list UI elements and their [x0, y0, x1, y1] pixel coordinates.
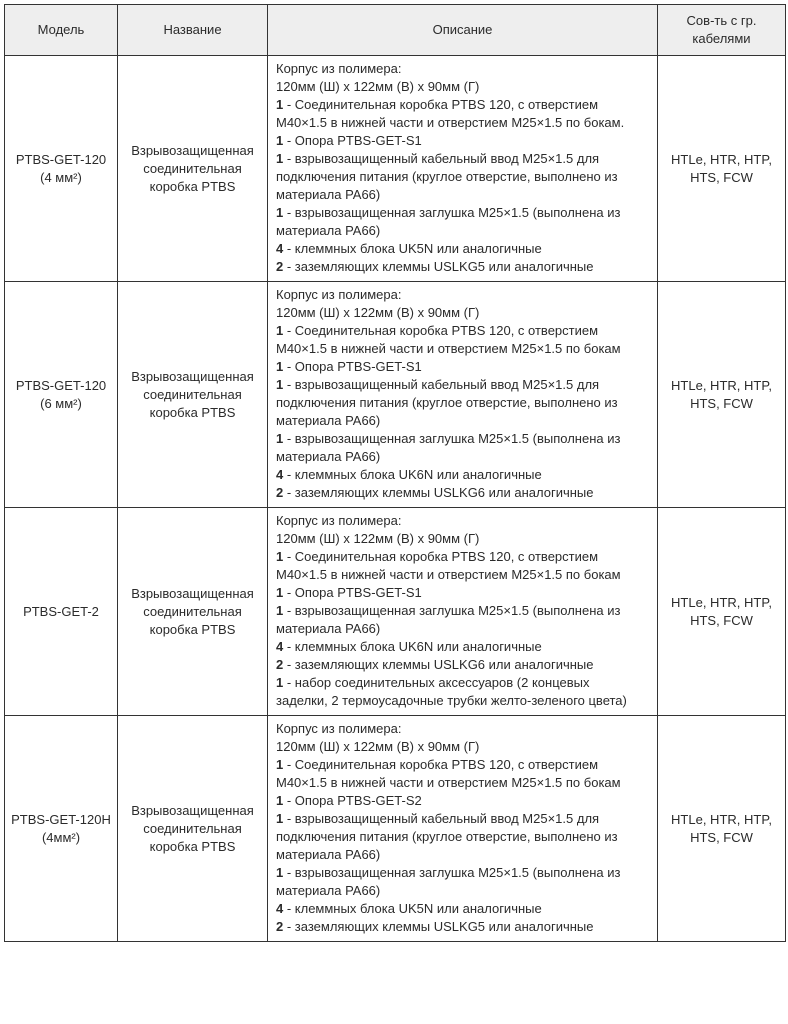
item-quantity: 1 — [276, 549, 284, 564]
item-text: - заземляющих клеммы USLKG6 или аналогичные — [283, 657, 594, 672]
description-line — [276, 322, 651, 340]
product-table — [4, 4, 786, 942]
model-code: PTBS-GET-120 — [15, 377, 107, 393]
item-text: Корпус из полимера: — [276, 513, 402, 528]
item-text: Корпус из полимера: — [276, 61, 402, 76]
item-text: M40×1.5 в нижней части и отверстием M25×1.5 по бокам. — [276, 115, 625, 130]
description-line — [276, 756, 651, 774]
item-text: - клеммных блока UK5N или аналогичные — [283, 241, 542, 256]
description-line — [276, 340, 651, 358]
item-quantity: 1 — [276, 675, 284, 690]
description-line — [276, 882, 651, 900]
description-cell — [268, 508, 658, 716]
item-text: - Соединительная коробка PTBS 120, с отверстием — [283, 757, 599, 772]
description-line — [276, 738, 651, 756]
item-quantity: 4 — [276, 639, 284, 654]
model-cell — [5, 716, 118, 942]
description-line — [276, 692, 651, 710]
item-text: материала PA66) — [276, 883, 381, 898]
item-quantity: 4 — [276, 467, 284, 482]
description-line — [276, 286, 651, 304]
table-row — [5, 56, 786, 282]
header-model: Модель — [5, 5, 118, 56]
header-description: Описание — [268, 5, 658, 56]
description-cell — [268, 716, 658, 942]
description-cell — [268, 282, 658, 508]
item-text: материала PA66) — [276, 223, 381, 238]
item-quantity: 1 — [276, 133, 284, 148]
description-line — [276, 448, 651, 466]
item-text: заделки, 2 термоусадочные трубки желто-зеленого цвета) — [276, 693, 627, 708]
item-text: - взрывозащищенная заглушка M25×1.5 (выполнена из — [283, 205, 621, 220]
compatibility-cell: HTLe, HTR, HTP, HTS, FCW — [658, 282, 786, 508]
product-name-cell: Взрывозащищенная соединительная коробка PTBS — [118, 508, 268, 716]
item-text: подключения питания (круглое отверстие, выполнено из — [276, 829, 618, 844]
description-line — [276, 720, 651, 738]
item-text: - клеммных блока UK6N или аналогичные — [283, 467, 542, 482]
description-line — [276, 258, 651, 276]
item-quantity: 2 — [276, 485, 284, 500]
item-text: - Опора PTBS-GET-S1 — [283, 359, 422, 374]
description-line — [276, 656, 651, 674]
description-line — [276, 620, 651, 638]
description-line — [276, 900, 651, 918]
description-line — [276, 304, 651, 322]
description-line — [276, 186, 651, 204]
product-name-cell: Взрывозащищенная соединительная коробка PTBS — [118, 282, 268, 508]
item-text: материала PA66) — [276, 847, 381, 862]
model-cell — [5, 56, 118, 282]
item-text: - взрывозащищенный кабельный ввод M25×1.5 для — [283, 811, 600, 826]
item-quantity: 1 — [276, 757, 284, 772]
description-line — [276, 240, 651, 258]
item-quantity: 4 — [276, 241, 284, 256]
model-code: PTBS-GET-120H — [11, 811, 111, 827]
description-line — [276, 60, 651, 78]
item-text: - Соединительная коробка PTBS 120, с отверстием — [283, 323, 599, 338]
item-quantity: 1 — [276, 431, 284, 446]
model-cross-section: (4мм²) — [41, 829, 81, 845]
item-text: - Соединительная коробка PTBS 120, с отверстием — [283, 549, 599, 564]
item-quantity: 1 — [276, 865, 284, 880]
description-line — [276, 78, 651, 96]
description-line — [276, 412, 651, 430]
item-quantity: 1 — [276, 377, 284, 392]
item-text: материала PA66) — [276, 621, 381, 636]
header-compatibility: Сов-ть с гр. кабелями — [658, 5, 786, 56]
item-text: Корпус из полимера: — [276, 721, 402, 736]
item-quantity: 1 — [276, 793, 284, 808]
table-row — [5, 508, 786, 716]
item-quantity: 2 — [276, 259, 284, 274]
description-line — [276, 828, 651, 846]
item-text: M40×1.5 в нижней части и отверстием M25×1.5 по бокам — [276, 775, 621, 790]
compatibility-cell: HTLe, HTR, HTP, HTS, FCW — [658, 716, 786, 942]
table-row — [5, 282, 786, 508]
item-quantity: 4 — [276, 901, 284, 916]
description-line — [276, 810, 651, 828]
description-line — [276, 430, 651, 448]
item-quantity: 1 — [276, 585, 284, 600]
description-line — [276, 566, 651, 584]
item-text: - заземляющих клеммы USLKG5 или аналогичные — [283, 259, 594, 274]
item-text: M40×1.5 в нижней части и отверстием M25×1.5 по бокам — [276, 341, 621, 356]
description-line — [276, 150, 651, 168]
description-line — [276, 376, 651, 394]
description-line — [276, 674, 651, 692]
description-line — [276, 358, 651, 376]
item-text: материала PA66) — [276, 413, 381, 428]
product-name-cell: Взрывозащищенная соединительная коробка PTBS — [118, 56, 268, 282]
description-line — [276, 638, 651, 656]
item-text: материала PA66) — [276, 187, 381, 202]
description-line — [276, 864, 651, 882]
item-text: Корпус из полимера: — [276, 287, 402, 302]
item-text: - набор соединительных аксессуаров (2 концевых — [283, 675, 590, 690]
item-text: - взрывозащищенная заглушка M25×1.5 (выполнена из — [283, 603, 621, 618]
description-line — [276, 222, 651, 240]
item-quantity: 1 — [276, 323, 284, 338]
item-text: 120мм (Ш) х 122мм (В) х 90мм (Г) — [276, 79, 480, 94]
compatibility-cell: HTLe, HTR, HTP, HTS, FCW — [658, 508, 786, 716]
table-header-row — [5, 5, 786, 56]
model-cell — [5, 508, 118, 716]
item-text: 120мм (Ш) х 122мм (В) х 90мм (Г) — [276, 531, 480, 546]
item-text: - заземляющих клеммы USLKG6 или аналогичные — [283, 485, 594, 500]
model-cell — [5, 282, 118, 508]
description-line — [276, 792, 651, 810]
description-line — [276, 774, 651, 792]
model-cross-section: (6 мм²) — [40, 395, 82, 411]
item-quantity: 1 — [276, 151, 284, 166]
item-quantity: 1 — [276, 811, 284, 826]
header-name: Название — [118, 5, 268, 56]
item-text: 120мм (Ш) х 122мм (В) х 90мм (Г) — [276, 305, 480, 320]
description-line — [276, 114, 651, 132]
item-quantity: 2 — [276, 657, 284, 672]
item-quantity: 1 — [276, 97, 284, 112]
item-text: - клеммных блока UK6N или аналогичные — [283, 639, 542, 654]
item-text: M40×1.5 в нижней части и отверстием M25×1.5 по бокам — [276, 567, 621, 582]
item-text: подключения питания (круглое отверстие, выполнено из — [276, 169, 618, 184]
model-cross-section: (4 мм²) — [40, 169, 82, 185]
description-line — [276, 466, 651, 484]
item-quantity: 1 — [276, 359, 284, 374]
item-text: - Опора PTBS-GET-S1 — [283, 133, 422, 148]
compatibility-cell: HTLe, HTR, HTP, HTS, FCW — [658, 56, 786, 282]
description-line — [276, 96, 651, 114]
description-line — [276, 602, 651, 620]
item-text: - заземляющих клеммы USLKG5 или аналогичные — [283, 919, 594, 934]
item-text: - взрывозащищенная заглушка M25×1.5 (выполнена из — [283, 865, 621, 880]
item-text: - взрывозащищенная заглушка M25×1.5 (выполнена из — [283, 431, 621, 446]
description-cell — [268, 56, 658, 282]
item-quantity: 1 — [276, 603, 284, 618]
item-text: - взрывозащищенный кабельный ввод M25×1.5 для — [283, 377, 600, 392]
item-text: материала PA66) — [276, 449, 381, 464]
item-text: подключения питания (круглое отверстие, выполнено из — [276, 395, 618, 410]
description-line — [276, 846, 651, 864]
description-line — [276, 168, 651, 186]
item-text: - взрывозащищенный кабельный ввод M25×1.5 для — [283, 151, 600, 166]
item-text: - клеммных блока UK5N или аналогичные — [283, 901, 542, 916]
description-line — [276, 394, 651, 412]
item-text: - Опора PTBS-GET-S2 — [283, 793, 422, 808]
description-line — [276, 584, 651, 602]
item-quantity: 2 — [276, 919, 284, 934]
item-text: 120мм (Ш) х 122мм (В) х 90мм (Г) — [276, 739, 480, 754]
description-line — [276, 512, 651, 530]
item-text: - Соединительная коробка PTBS 120, с отверстием — [283, 97, 599, 112]
item-quantity: 1 — [276, 205, 284, 220]
item-text: - Опора PTBS-GET-S1 — [283, 585, 422, 600]
description-line — [276, 132, 651, 150]
description-line — [276, 530, 651, 548]
table-row — [5, 716, 786, 942]
model-code: PTBS-GET-2 — [23, 603, 99, 619]
description-line — [276, 484, 651, 502]
model-code: PTBS-GET-120 — [15, 151, 107, 167]
product-name-cell: Взрывозащищенная соединительная коробка PTBS — [118, 716, 268, 942]
description-line — [276, 204, 651, 222]
description-line — [276, 548, 651, 566]
description-line — [276, 918, 651, 936]
